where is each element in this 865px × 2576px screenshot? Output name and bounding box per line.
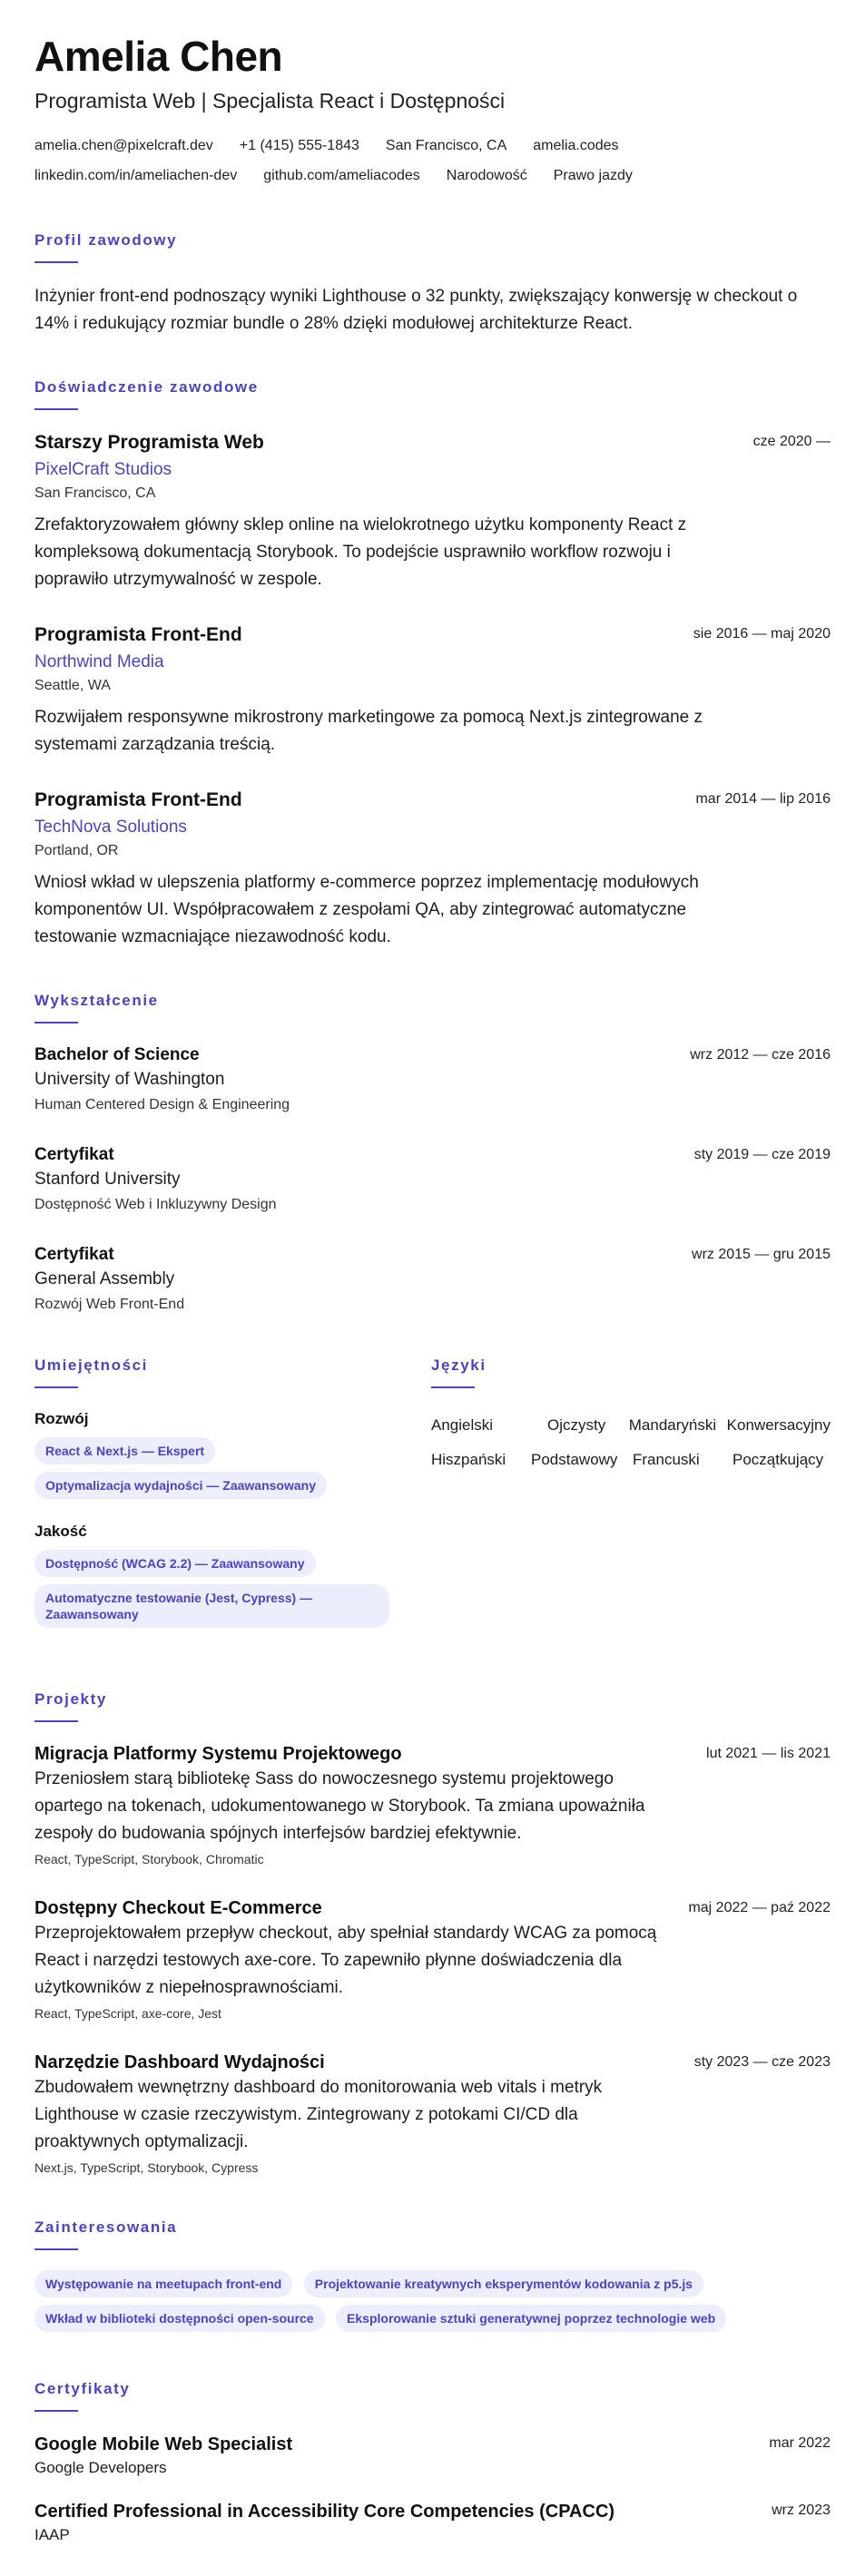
project-description: Przeprojektowałem przepływ checkout, aby spełniał standardy WCAG za pomocą React i narzędzi testowych axe-core. To zapewniło płynne doświadczenia dla użytkowników z niepełnosprawnościami. [34, 1924, 657, 1997]
interest-pill: Projektowanie kreatywnych eksperymentów kodowania z p5.js [304, 2270, 703, 2297]
contact-location: San Francisco, CA [385, 138, 507, 153]
skill-pill: Automatyczne testowanie (Jest, Cypress) — Zaawansowany [34, 1584, 389, 1628]
section-title: Doświadczenie zawodowe [34, 378, 259, 396]
job-description: Zrefaktoryzowałem główny sklep online na wielokrotnego użytku komponenty React z kompleksową dokumentacją Storybook. To podejście usprawniło workflow rozwoju i poprawiło utrzymywalność w zespole. [34, 515, 687, 589]
section-divider [34, 1022, 78, 1024]
section-divider [34, 1720, 78, 1722]
job-dates: sie 2016 — maj 2020 [693, 626, 831, 642]
project-technologies: React, TypeScript, axe-core, Jest [34, 2006, 221, 2021]
language-level: Początkujący [732, 1451, 824, 1468]
certification-entry [34, 2432, 831, 2479]
job-company: TechNova Solutions [34, 818, 187, 837]
language-name: Hiszpański [431, 1451, 506, 1468]
job-location: San Francisco, CA [34, 485, 156, 501]
language-row [431, 1443, 831, 1477]
section-title: Profil zawodowy [34, 231, 178, 249]
education-field: Dostępność Web i Inkluzywny Design [34, 1197, 277, 1212]
job-company: Northwind Media [34, 652, 164, 671]
interest-pill: Eksplorowanie sztuki generatywnej poprzez technologie web [336, 2305, 726, 2332]
project-name: Migracja Platformy Systemu Projektowego [34, 1744, 402, 1764]
job-location: Seattle, WA [34, 678, 111, 693]
education-degree: Bachelor of Science [34, 1045, 200, 1064]
interests-section [34, 2218, 831, 2339]
section-divider [34, 408, 78, 410]
contact-phone[interactable]: +1 (415) 555-1843 [239, 138, 359, 153]
section-title: Projekty [34, 1690, 107, 1708]
education-section [34, 991, 831, 1316]
skill-pill: Dostępność (WCAG 2.2) — Zaawansowany [34, 1550, 316, 1577]
summary-section [34, 230, 831, 338]
job-title: Programista Front-End [34, 624, 242, 645]
section-title: Wykształcenie [34, 992, 159, 1009]
certification-issuer: Google Developers [34, 2459, 167, 2476]
skill-group [34, 1521, 397, 1635]
skill-pill: React & Next.js — Ekspert [34, 1437, 215, 1464]
job-dates: mar 2014 — lip 2016 [695, 791, 831, 807]
contact-email[interactable]: amelia.chen@pixelcraft.dev [34, 138, 213, 153]
projects-section [34, 1690, 831, 2178]
education-entry [34, 1043, 831, 1116]
section-divider [34, 2410, 78, 2412]
certification-name: Google Mobile Web Specialist [34, 2434, 293, 2454]
contact-github[interactable]: github.com/ameliacodes [263, 168, 420, 183]
contact-linkedin[interactable]: linkedin.com/in/ameliachen-dev [34, 168, 238, 183]
candidate-name: Amelia Chen [34, 33, 283, 80]
experience-section [34, 377, 831, 951]
interest-pill: Występowanie na meetupach front-end [34, 2270, 292, 2297]
job-company: PixelCraft Studios [34, 460, 172, 479]
skills-section [34, 1356, 397, 1650]
education-degree: Certyfikat [34, 1245, 114, 1264]
job-dates: cze 2020 — [752, 434, 831, 449]
job-description: Rozwijałem responsywne mikrostrony marketingowe za pomocą Next.js zintegrowane z systemami zarządzania treścią. [34, 708, 703, 754]
certification-date: wrz 2023 [772, 2503, 831, 2518]
contact-driving-license: Prawo jazdy [553, 168, 633, 183]
education-school: University of Washington [34, 1070, 225, 1089]
education-school: General Assembly [34, 1269, 175, 1288]
skill-group [34, 1408, 397, 1506]
certification-name: Certified Professional in Accessibility Core Competencies (CPACC) [34, 2502, 615, 2522]
skill-pill: Optymalizacja wydajności — Zaawansowany [34, 1472, 327, 1499]
project-technologies: Next.js, TypeScript, Storybook, Cypress [34, 2160, 259, 2175]
experience-entry [34, 430, 831, 593]
skill-group-title: Jakość [34, 1523, 87, 1540]
contact-info-secondary [34, 161, 831, 191]
section-title: Języki [431, 1357, 487, 1374]
project-technologies: React, TypeScript, Storybook, Chromatic [34, 1852, 264, 1866]
section-divider [431, 1386, 475, 1388]
project-name: Dostępny Checkout E-Commerce [34, 1898, 322, 1918]
section-divider [34, 1386, 78, 1388]
skills-languages-row [34, 1356, 831, 1650]
education-dates: wrz 2012 — cze 2016 [690, 1047, 831, 1063]
project-dates: lut 2021 — lis 2021 [706, 1746, 831, 1761]
contact-website[interactable]: amelia.codes [533, 138, 619, 153]
candidate-headline: Programista Web | Specjalista React i Dostępności [34, 89, 506, 113]
job-description: Wniosł wkład w ulepszenia platformy e-commerce poprzez implementację modułowych komponentów UI. Współpracowałem z zespołami QA, aby zintegrować automatyczne testowanie wzmacniające niezawodność kodu. [34, 873, 699, 946]
job-title: Programista Front-End [34, 789, 242, 810]
section-title: Zainteresowania [34, 2218, 178, 2236]
project-dates: sty 2023 — cze 2023 [693, 2054, 831, 2070]
education-field: Human Centered Design & Engineering [34, 1097, 290, 1112]
job-title: Starszy Programista Web [34, 432, 264, 453]
section-title: Umiejętności [34, 1357, 149, 1374]
project-entry [34, 1742, 831, 1869]
language-name: Angielski [431, 1416, 494, 1434]
language-level: Ojczysty [547, 1416, 606, 1434]
project-entry [34, 1896, 831, 2023]
languages-section [431, 1356, 831, 1650]
interest-pill: Wkład w biblioteki dostępności open-source [34, 2305, 325, 2332]
project-description: Przeniosłem starą bibliotekę Sass do nowoczesnego systemu projektowego opartego na tokenach, udokumentowanego w Storybook. Ta zmiana upoważniła zespoły do budowania spójnych interfejsów bardziej efektywnie. [34, 1769, 645, 1843]
education-school: Stanford University [34, 1170, 181, 1189]
language-row [431, 1408, 831, 1443]
language-level: Podstawowy [531, 1451, 618, 1468]
skill-group-title: Rozwój [34, 1410, 89, 1427]
project-name: Narzędzie Dashboard Wydajności [34, 2052, 325, 2072]
job-location: Portland, OR [34, 843, 119, 858]
project-entry [34, 2051, 831, 2178]
contact-info [34, 131, 831, 161]
summary-text: Inżynier front-end podnoszący wyniki Lighthouse o 32 punkty, zwiększający konwersję w checkout o 14% i redukujący rozmiar bundle o 28% dzięki modułowej architekturze React. [34, 287, 798, 333]
education-entry [34, 1143, 831, 1216]
section-divider [34, 261, 78, 263]
certification-entry [34, 2499, 831, 2546]
education-entry [34, 1243, 831, 1316]
certifications-section [34, 2379, 831, 2546]
section-title: Certyfikaty [34, 2380, 131, 2397]
education-degree: Certyfikat [34, 1145, 114, 1164]
contact-nationality: Narodowość [446, 168, 527, 183]
experience-entry [34, 622, 831, 759]
language-level: Konwersacyjny [726, 1416, 831, 1434]
certification-date: mar 2022 [769, 2435, 831, 2451]
education-field: Rozwój Web Front-End [34, 1297, 185, 1312]
resume-header [34, 33, 831, 191]
experience-entry [34, 788, 831, 951]
section-divider [34, 2248, 78, 2250]
interests-list [34, 2270, 815, 2339]
education-dates: sty 2019 — cze 2019 [693, 1147, 831, 1162]
project-dates: maj 2022 — paź 2022 [688, 1900, 831, 1915]
language-name: Mandaryński [628, 1416, 717, 1434]
education-dates: wrz 2015 — gru 2015 [692, 1247, 831, 1262]
certification-issuer: IAAP [34, 2526, 70, 2543]
language-name: Francuski [633, 1451, 700, 1468]
project-description: Zbudowałem wewnętrzny dashboard do monitorowania web vitals i metryk Lighthouse w czasie rzeczywistym. Zintegrowany z potokami CI/CD dla proaktywnych optymalizacji. [34, 2078, 603, 2151]
